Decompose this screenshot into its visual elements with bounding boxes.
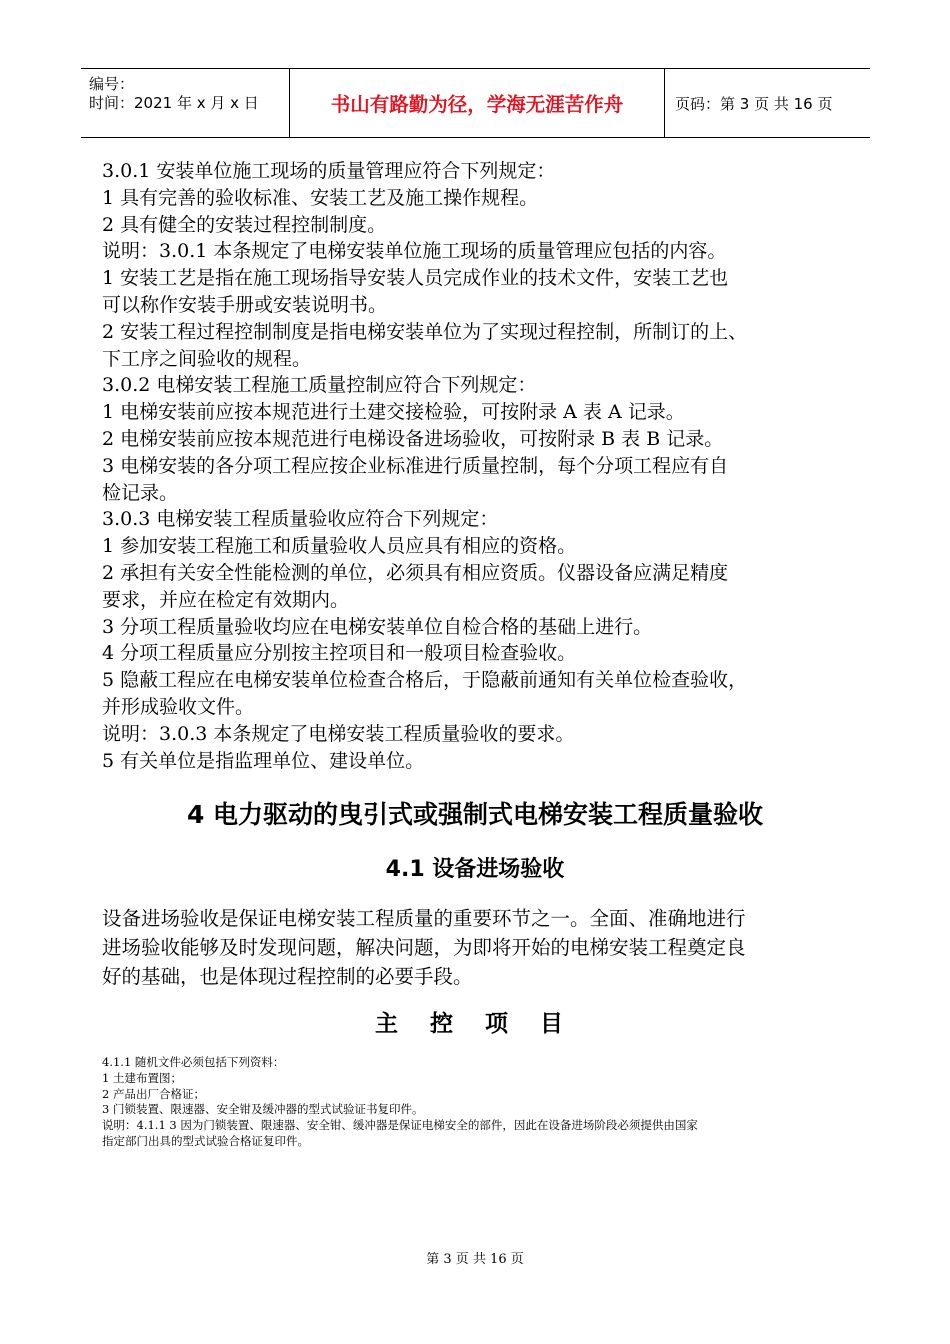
intro-line: 设备进场验收是保证电梯安装工程质量的重要环节之一。全面、准确地进行 [102, 907, 746, 930]
body-line: 2 承担有关安全性能检测的单位，必须具有相应资质。仪器设备应满足精度 [102, 561, 729, 584]
body-line: 检记录。 [102, 481, 179, 504]
body-text [102, 158, 852, 774]
body-line: 可以称作安装手册或安装说明书。 [102, 293, 388, 316]
small-print-block [102, 1055, 852, 1150]
small-line: 3 门锁装置、限速器、安全钳及缓冲器的型式试验证书复印件。 [102, 1102, 424, 1117]
body-line: 3.0.1 安装单位施工现场的质量管理应符合下列规定： [102, 160, 556, 182]
section-intro [102, 904, 852, 991]
header-page-info: 页码：第 3 页 共 16 页 [675, 94, 833, 113]
document-number-label: 编号： [89, 75, 135, 93]
intro-line: 好的基础，也是体现过程控制的必要手段。 [102, 965, 473, 988]
body-line: 3 分项工程质量验收均应在电梯安装单位自检合格的基础上进行。 [102, 615, 653, 638]
section-title: 4.1 设备进场验收 [385, 857, 565, 882]
header-motto: 书山有路勤为径，学海无涯苦作舟 [290, 69, 665, 137]
body-line: 3.0.2 电梯安装工程施工质量控制应符合下列规定： [102, 374, 537, 397]
body-line: 2 具有健全的安装过程控制制度。 [102, 213, 387, 236]
body-line: 说明：3.0.1 本条规定了电梯安装单位施工现场的质量管理应包括的内容。 [102, 240, 727, 263]
chapter-title: 4 电力驱动的曳引式或强制式电梯安装工程质量验收 [186, 800, 764, 829]
page-footer: 第 3 页 共 16 页 [426, 1252, 524, 1267]
small-line: 指定部门出具的型式试验合格证复印件。 [102, 1133, 309, 1148]
small-line: 4.1.1 随机文件必须包括下列资料： [102, 1055, 285, 1069]
body-line: 2 安装工程过程控制制度是指电梯安装单位为了实现过程控制，所制订的上、 [102, 320, 748, 343]
body-line: 3 电梯安装的各分项工程应按企业标准进行质量控制，每个分项工程应有自 [102, 454, 729, 477]
small-line: 1 土建布置图； [102, 1070, 182, 1085]
body-line: 5 有关单位是指监理单位、建设单位。 [102, 749, 425, 772]
body-line: 1 参加安装工程施工和质量验收人员应具有相应的资格。 [102, 535, 577, 558]
body-line: 1 电梯安装前应按本规范进行土建交接检验，可按附录 A 表 A 记录。 [102, 401, 685, 424]
header-left-cell [81, 69, 290, 137]
body-line: 说明：3.0.3 本条规定了电梯安装工程质量验收的要求。 [102, 722, 575, 745]
body-line: 1 安装工艺是指在施工现场指导安装人员完成作业的技术文件，安装工艺也 [102, 267, 729, 290]
body-line: 并形成验收文件。 [102, 695, 255, 718]
small-line: 说明：4.1.1 3 因为门锁装置、限速器、安全钳、缓冲器是保证电梯安全的部件，因此在设备进场阶段必须提供由国家 [102, 1118, 698, 1133]
body-line: 下工序之间验收的规程。 [102, 347, 312, 370]
main-items-heading: 主 控 项 目 [374, 1011, 576, 1037]
header-table [81, 68, 870, 138]
body-line: 1 具有完善的验收标准、安装工艺及施工操作规程。 [102, 186, 539, 209]
body-line: 3.0.3 电梯安装工程质量验收应符合下列规定： [102, 508, 499, 531]
document-date: 时间：2021 年 x 月 x 日 [89, 94, 259, 112]
body-line: 5 隐蔽工程应在电梯安装单位检查合格后，于隐蔽前通知有关单位检查验收， [102, 669, 748, 692]
body-line: 4 分项工程质量应分别按主控项目和一般项目检查验收。 [102, 642, 577, 665]
intro-line: 进场验收能够及时发现问题，解决问题，为即将开始的电梯安装工程奠定良 [102, 936, 746, 959]
body-line: 要求，并应在检定有效期内。 [102, 588, 350, 611]
body-line: 2 电梯安装前应按本规范进行电梯设备进场验收，可按附录 B 表 B 记录。 [102, 427, 724, 450]
small-line: 2 产品出厂合格证； [102, 1086, 205, 1101]
